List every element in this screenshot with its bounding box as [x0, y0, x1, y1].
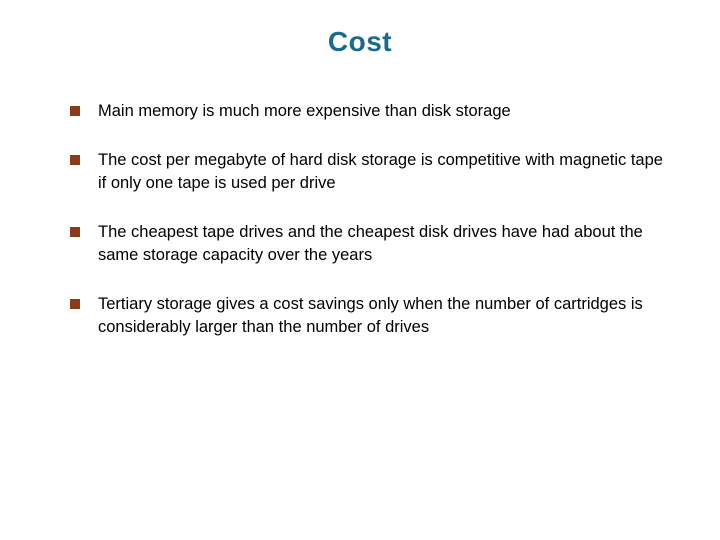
- square-bullet-icon: [70, 106, 80, 116]
- bullet-text: Main memory is much more expensive than disk storage: [98, 102, 511, 120]
- square-bullet-icon: [70, 299, 80, 309]
- bullet-item: [70, 221, 670, 267]
- bullet-text: The cheapest tape drives and the cheapest disk drives have had about the same storage capacity over the years: [98, 223, 643, 264]
- bullet-item: [70, 100, 670, 123]
- bullet-list: [70, 100, 670, 365]
- slide-title: Cost: [327, 26, 393, 57]
- square-bullet-icon: [70, 155, 80, 165]
- square-bullet-icon: [70, 227, 80, 237]
- bullet-item: [70, 293, 670, 339]
- bullet-item: [70, 149, 670, 195]
- bullet-text: Tertiary storage gives a cost savings only when the number of cartridges is considerably larger than the number of drives: [98, 295, 643, 336]
- bullet-text: The cost per megabyte of hard disk storage is competitive with magnetic tape if only one tape is used per drive: [98, 151, 663, 192]
